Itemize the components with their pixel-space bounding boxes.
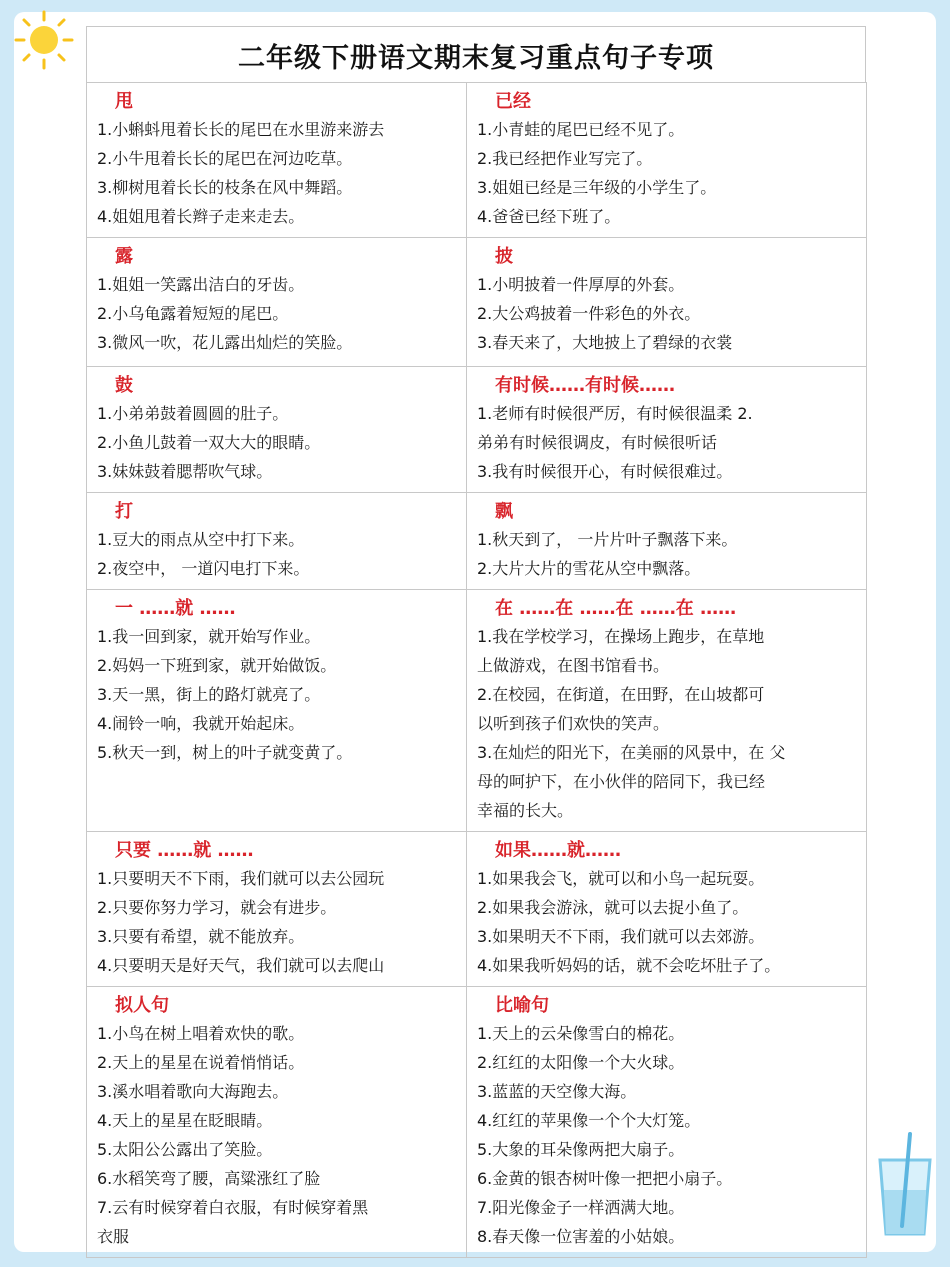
- sentence-line: 4.只要明天是好天气，我们就可以去爬山: [97, 956, 385, 975]
- sentence-line: 3.在灿烂的阳光下，在美丽的风景中，在 父: [477, 743, 786, 762]
- sentence-line: 弟弟有时候很调皮，有时候很听话: [477, 433, 718, 452]
- cell-heading: 在 ……在 ……在 ……在 ……: [495, 598, 737, 619]
- cell-heading: 露: [115, 246, 133, 267]
- sentence-line: 1.如果我会飞，就可以和小鸟一起玩耍。: [477, 869, 765, 888]
- sentence-cell: [467, 83, 867, 238]
- sentence-line: 1.姐姐一笑露出洁白的牙齿。: [97, 275, 305, 294]
- sentence-line: 3.春天来了，大地披上了碧绿的衣裳: [477, 333, 733, 352]
- sentence-line: 4.爸爸已经下班了。: [477, 207, 621, 226]
- sentence-cell: [87, 987, 467, 1258]
- page-title: 二年级下册语文期末复习重点句子专项: [86, 26, 866, 83]
- table-row: [87, 832, 867, 987]
- sentence-cell: [87, 83, 467, 238]
- sentence-line: 1.小蝌蚪甩着长长的尾巴在水里游来游去: [97, 120, 385, 139]
- sentence-line: 2.小牛甩着长长的尾巴在河边吃草。: [97, 149, 353, 168]
- sentence-line: 2.大公鸡披着一件彩色的外衣。: [477, 304, 701, 323]
- sentence-line: 3.蓝蓝的天空像大海。: [477, 1082, 637, 1101]
- sentence-line: 5.太阳公公露出了笑脸。: [97, 1140, 273, 1159]
- sentence-line: 3.妹妹鼓着腮帮吹气球。: [97, 462, 273, 481]
- sentence-line: 5.大象的耳朵像两把大扇子。: [477, 1140, 685, 1159]
- sentence-line: 1.天上的云朵像雪白的棉花。: [477, 1024, 685, 1043]
- sentence-cell: [467, 238, 867, 367]
- sentence-cell: [467, 987, 867, 1258]
- sentence-line: 1.小青蛙的尾巴已经不见了。: [477, 120, 685, 139]
- sentence-line: 3.我有时候很开心，有时候很难过。: [477, 462, 733, 481]
- cell-heading: 鼓: [115, 375, 133, 396]
- sentence-line: 1.小鸟在树上唱着欢快的歌。: [97, 1024, 305, 1043]
- sentence-line: 7.云有时候穿着白衣服，有时候穿着黑: [97, 1198, 369, 1217]
- sentence-cell: [87, 238, 467, 367]
- sentence-line: 1.小明披着一件厚厚的外套。: [477, 275, 685, 294]
- sentence-line: 2.大片大片的雪花从空中飘落。: [477, 559, 701, 578]
- sentence-line: 5.秋天一到，树上的叶子就变黄了。: [97, 743, 353, 762]
- sentence-line: 1.秋天到了， 一片片叶子飘落下来。: [477, 530, 738, 549]
- cell-heading: 甩: [115, 91, 133, 112]
- sentence-line: 2.夜空中， 一道闪电打下来。: [97, 559, 310, 578]
- sentence-line: 1.小弟弟鼓着圆圆的肚子。: [97, 404, 289, 423]
- sentence-line: 6.金黄的银杏树叶像一把把小扇子。: [477, 1169, 733, 1188]
- sentence-line: 8.春天像一位害羞的小姑娘。: [477, 1227, 685, 1246]
- sentence-line: 2.小鱼儿鼓着一双大大的眼睛。: [97, 433, 321, 452]
- sentence-line: 2.如果我会游泳，就可以去捉小鱼了。: [477, 898, 749, 917]
- sentence-line: 2.在校园，在街道，在田野，在山坡都可: [477, 685, 765, 704]
- cell-heading: 打: [115, 501, 133, 522]
- cell-heading: 一 ……就 ……: [115, 598, 236, 619]
- sentence-line: 上做游戏，在图书馆看书。: [477, 656, 670, 675]
- sentence-line: 1.我一回到家，就开始写作业。: [97, 627, 321, 646]
- sentence-line: 2.我已经把作业写完了。: [477, 149, 653, 168]
- cell-heading: 飘: [495, 501, 513, 522]
- cell-heading: 拟人句: [115, 995, 169, 1016]
- sentence-cell: [87, 832, 467, 987]
- sentence-line: 母的呵护下，在小伙伴的陪同下，我已经: [477, 772, 766, 791]
- cell-heading: 有时候……有时候……: [495, 375, 675, 396]
- sentence-line: 4.如果我听妈妈的话，就不会吃坏肚子了。: [477, 956, 781, 975]
- sentence-line: 3.天一黑，街上的路灯就亮了。: [97, 685, 321, 704]
- table-row: [87, 493, 867, 590]
- sentence-line: 4.姐姐甩着长辫子走来走去。: [97, 207, 305, 226]
- sentence-cell: [87, 493, 467, 590]
- table-row: [87, 83, 867, 238]
- sentence-line: 4.天上的星星在眨眼睛。: [97, 1111, 273, 1130]
- sentence-line: 衣服: [97, 1227, 130, 1246]
- sentence-line: 1.我在学校学习，在操场上跑步，在草地: [477, 627, 765, 646]
- sentence-line: 2.天上的星星在说着悄悄话。: [97, 1053, 305, 1072]
- sentence-line: 4.红红的苹果像一个个大灯笼。: [477, 1111, 701, 1130]
- cell-heading: 如果……就……: [495, 840, 621, 861]
- sentence-cell: [467, 493, 867, 590]
- sentence-line: 2.小乌龟露着短短的尾巴。: [97, 304, 289, 323]
- sentence-line: 3.微风一吹，花儿露出灿烂的笑脸。: [97, 333, 353, 352]
- sentence-line: 2.妈妈一下班到家，就开始做饭。: [97, 656, 337, 675]
- sentence-line: 7.阳光像金子一样洒满大地。: [477, 1198, 685, 1217]
- cell-heading: 已经: [495, 91, 531, 112]
- sentence-cell: [467, 832, 867, 987]
- sentence-line: 3.如果明天不下雨，我们就可以去郊游。: [477, 927, 765, 946]
- sentence-cell: [467, 367, 867, 493]
- sentence-table: [86, 82, 867, 1258]
- table-row: [87, 367, 867, 493]
- sentence-line: 幸福的长大。: [477, 801, 574, 820]
- sentence-cell: [467, 590, 867, 832]
- cell-heading: 只要 ……就 ……: [115, 840, 254, 861]
- sentence-line: 以听到孩子们欢快的笑声。: [477, 714, 670, 733]
- table-row: [87, 590, 867, 832]
- cell-heading: 比喻句: [495, 995, 549, 1016]
- sentence-line: 6.水稻笑弯了腰，高粱涨红了脸: [97, 1169, 321, 1188]
- sentence-cell: [87, 367, 467, 493]
- table-row: [87, 238, 867, 367]
- sentence-line: 4.闹铃一响，我就开始起床。: [97, 714, 305, 733]
- table-row: [87, 987, 867, 1258]
- sentence-line: 3.柳树甩着长长的枝条在风中舞蹈。: [97, 178, 353, 197]
- cell-heading: 披: [495, 246, 513, 267]
- sentence-line: 3.只要有希望，就不能放弃。: [97, 927, 305, 946]
- sun-icon: [12, 8, 76, 72]
- sentence-cell: [87, 590, 467, 832]
- sentence-line: 2.红红的太阳像一个大火球。: [477, 1053, 685, 1072]
- sentence-line: 3.溪水唱着歌向大海跑去。: [97, 1082, 289, 1101]
- sentence-line: 1.豆大的雨点从空中打下来。: [97, 530, 305, 549]
- sentence-line: 3.姐姐已经是三年级的小学生了。: [477, 178, 717, 197]
- sentence-line: 1.老师有时候很严厉，有时候很温柔 2.: [477, 404, 753, 423]
- sentence-line: 1.只要明天不下雨，我们就可以去公园玩: [97, 869, 385, 888]
- sentence-line: 2.只要你努力学习，就会有进步。: [97, 898, 337, 917]
- water-glass-icon: [870, 1130, 940, 1240]
